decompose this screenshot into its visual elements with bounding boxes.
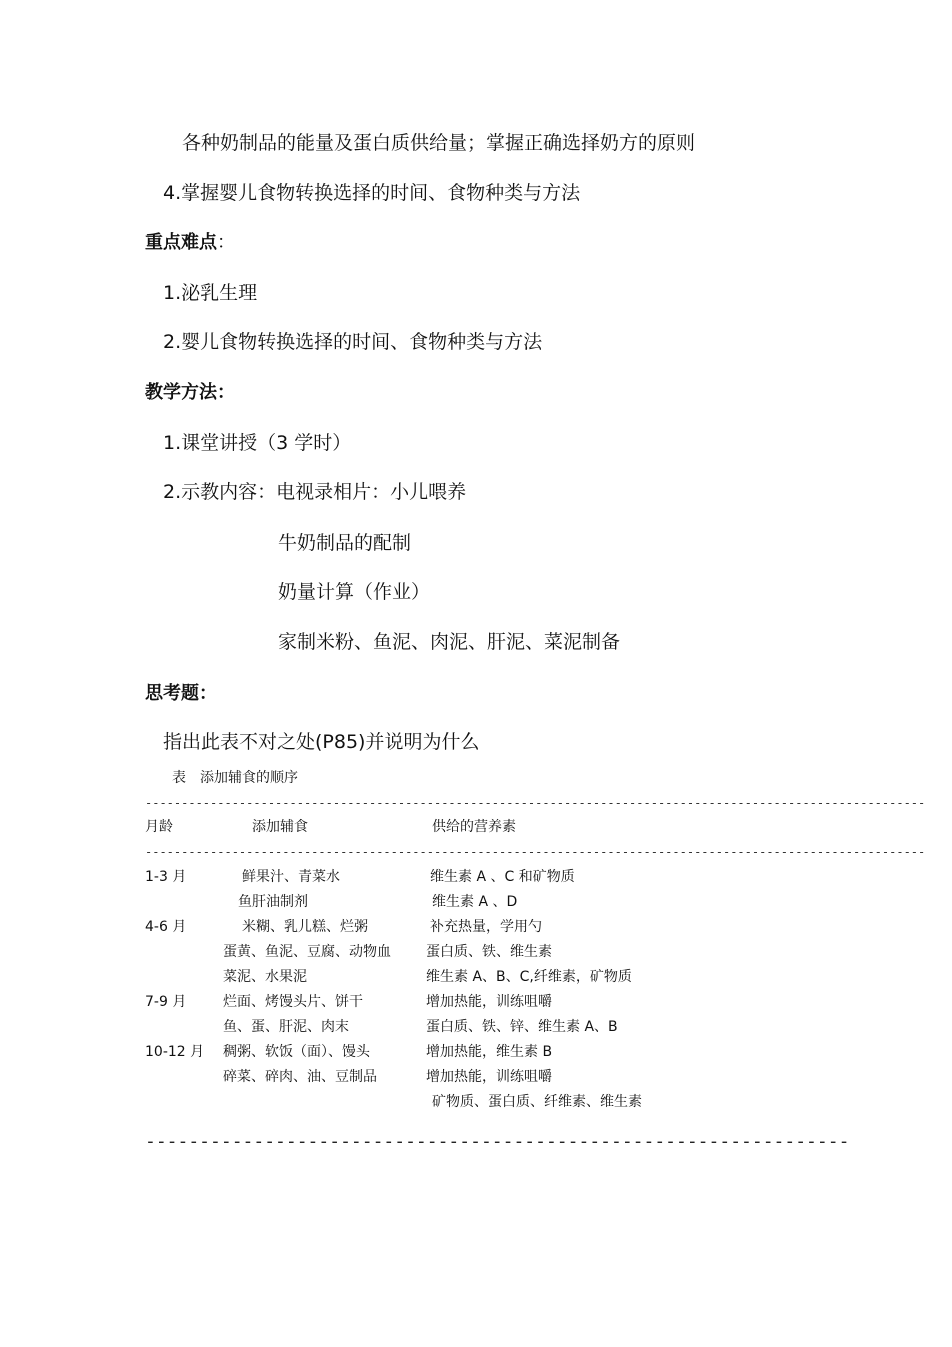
table-row bbox=[0, 1067, 952, 1087]
row-food: 碎菜、碎肉、油、豆制品 bbox=[223, 1069, 377, 1085]
row-nutrient: 蛋白质、铁、锌、维生素 A、B bbox=[426, 1019, 618, 1035]
row-food: 鱼、蛋、肝泥、肉末 bbox=[223, 1019, 349, 1035]
method-sub-2: 奶量计算（作业） bbox=[278, 581, 431, 603]
row-nutrient: 补充热量，学用勺 bbox=[430, 919, 542, 935]
method-item-1: 1.课堂讲授（3 学时） bbox=[163, 432, 352, 454]
table-row bbox=[0, 1092, 952, 1112]
objective-4-line: 4.掌握婴儿食物转换选择的时间、食物种类与方法 bbox=[163, 182, 581, 204]
table-row bbox=[0, 992, 952, 1012]
table-row bbox=[0, 967, 952, 987]
row-food: 鱼肝油制剂 bbox=[238, 894, 308, 910]
key-points-colon: ： bbox=[217, 232, 235, 253]
table-row bbox=[0, 1042, 952, 1062]
row-food: 鲜果汁、青菜水 bbox=[242, 869, 340, 885]
table-row bbox=[0, 942, 952, 962]
method-sub-3: 家制米粉、鱼泥、肉泥、肝泥、菜泥制备 bbox=[278, 631, 621, 653]
row-food: 菜泥、水果泥 bbox=[223, 969, 307, 985]
table-row bbox=[0, 917, 952, 937]
table-bottom-rule: ----------------------------------------------------------------- bbox=[145, 1131, 850, 1152]
header-age: 月龄 bbox=[145, 819, 173, 835]
row-food: 烂面、烤馒头片、饼干 bbox=[223, 994, 363, 1010]
table-row bbox=[0, 867, 952, 887]
questions-heading: 思考题： bbox=[145, 683, 217, 704]
row-nutrient: 增加热能，训练咀嚼 bbox=[426, 1069, 552, 1085]
key-points-heading bbox=[145, 231, 235, 255]
row-age: 10-12 月 bbox=[145, 1044, 205, 1060]
objective-milk-line: 各种奶制品的能量及蛋白质供给量；掌握正确选择奶方的原则 bbox=[182, 132, 696, 154]
row-nutrient: 维生素 A、B、C,纤维素，矿物质 bbox=[426, 969, 632, 985]
row-food: 蛋黄、鱼泥、豆腐、动物血 bbox=[223, 944, 391, 960]
table-top-rule: ------------------------------------------------------------------------------------------------------------ bbox=[145, 796, 926, 810]
key-point-2: 2.婴儿食物转换选择的时间、食物种类与方法 bbox=[163, 331, 543, 353]
method-sub-1: 牛奶制品的配制 bbox=[278, 532, 412, 554]
question-prompt: 指出此表不对之处(P85)并说明为什么 bbox=[163, 731, 480, 753]
row-nutrient: 增加热能，训练咀嚼 bbox=[426, 994, 552, 1010]
row-age: 7-9 月 bbox=[145, 994, 187, 1010]
table-row bbox=[0, 1017, 952, 1037]
row-age: 4-6 月 bbox=[145, 919, 187, 935]
header-food: 添加辅食 bbox=[252, 819, 308, 835]
table-caption: 表 添加辅食的顺序 bbox=[172, 770, 298, 786]
table-row bbox=[0, 892, 952, 912]
row-nutrient: 增加热能，维生素 B bbox=[426, 1044, 553, 1060]
row-nutrient: 蛋白质、铁、维生素 bbox=[426, 944, 552, 960]
method-item-2: 2.示教内容：电视录相片：小儿喂养 bbox=[163, 481, 467, 503]
header-nutrient: 供给的营养素 bbox=[432, 819, 516, 835]
row-nutrient: 维生素 A 、D bbox=[432, 894, 518, 910]
row-age: 1-3 月 bbox=[145, 869, 187, 885]
table-header-rule: ------------------------------------------------------------------------------------------------------------ bbox=[145, 845, 926, 859]
table-header-row bbox=[0, 817, 952, 837]
row-food: 米糊、乳儿糕、烂粥 bbox=[242, 919, 368, 935]
row-food: 稠粥、软饭（面）、馒头 bbox=[223, 1044, 370, 1060]
key-points-heading-text: 重点难点 bbox=[145, 232, 217, 253]
row-nutrient: 维生素 A 、C 和矿物质 bbox=[430, 869, 575, 885]
key-point-1: 1.泌乳生理 bbox=[163, 282, 258, 304]
row-nutrient: 矿物质、蛋白质、纤维素、维生素 bbox=[432, 1094, 642, 1110]
methods-heading: 教学方法： bbox=[145, 382, 235, 403]
